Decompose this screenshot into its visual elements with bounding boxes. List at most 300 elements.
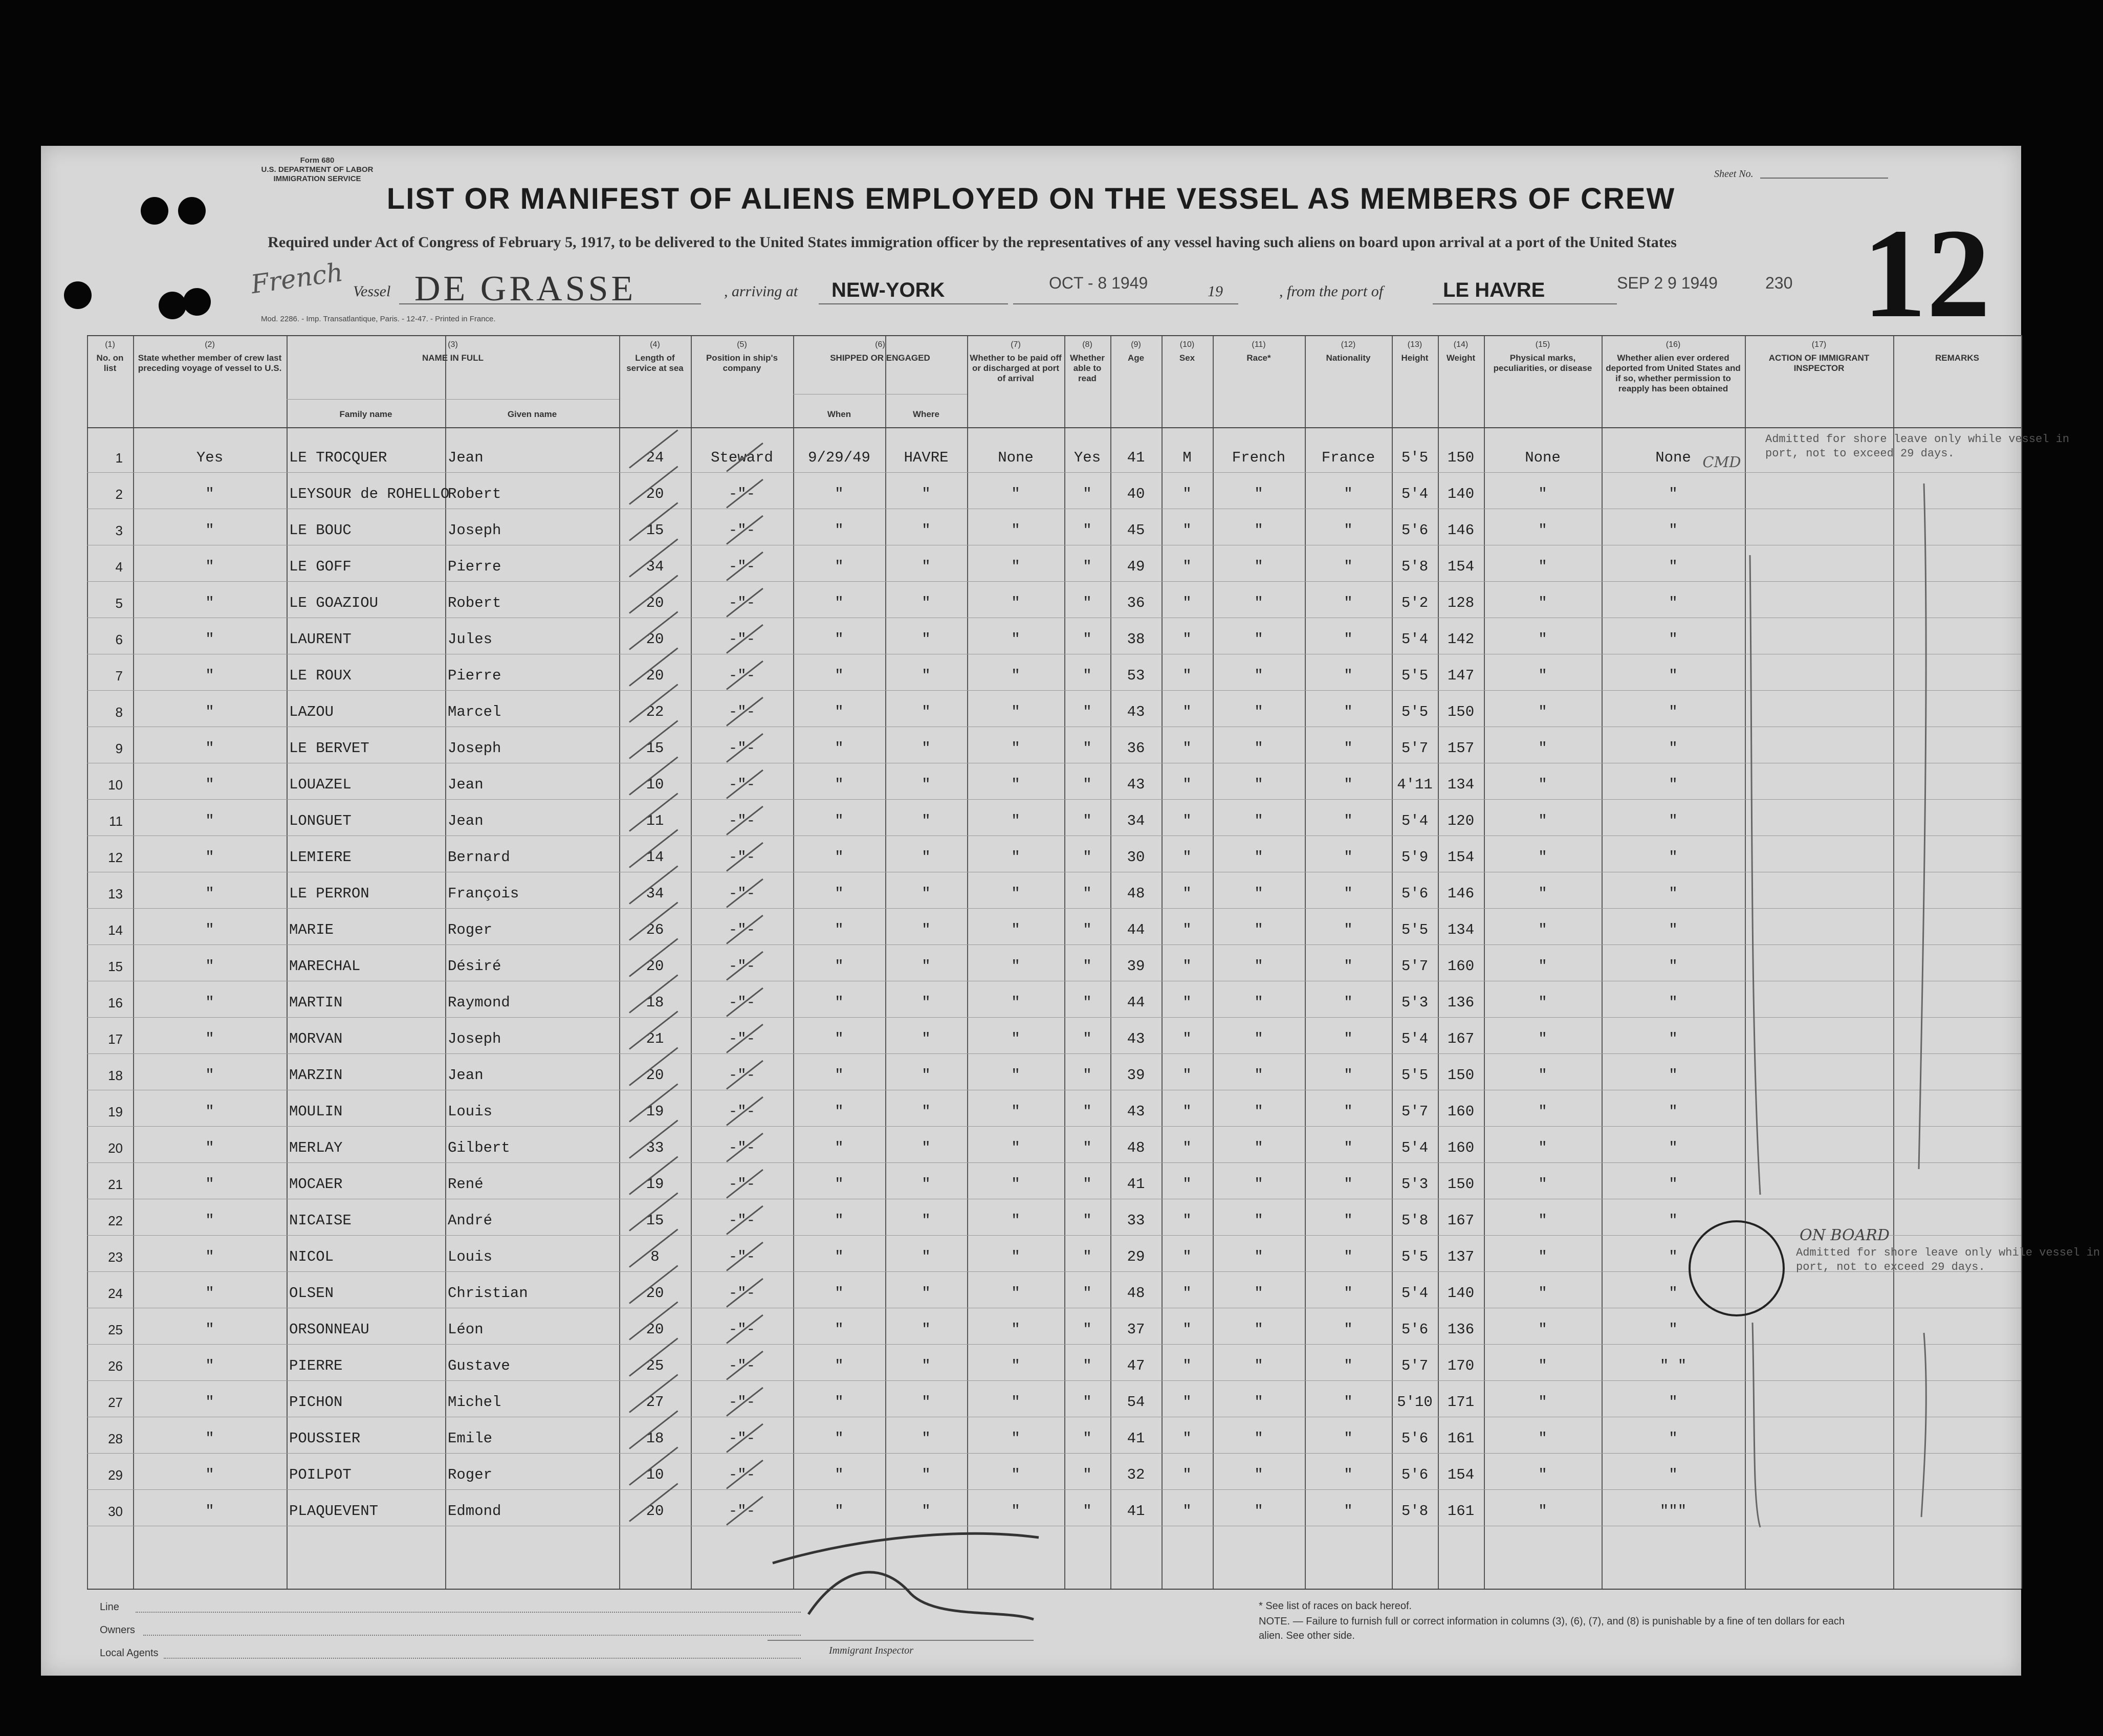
physical-marks-cell: " [1538,921,1547,938]
given-name-cell: Marcel [448,704,501,720]
crew-prev-voyage: " [205,1357,214,1374]
sex-cell: " [1182,486,1192,502]
family-name-cell: NICAISE [289,1212,352,1229]
shipped-when-cell: " [835,921,844,938]
height-cell: 5'2 [1401,595,1429,611]
given-name-cell: Roger [448,1466,493,1483]
shipped-where-cell: " [922,849,931,866]
row-number: 18 [108,1068,123,1083]
deported-cell: " [1669,921,1678,938]
position-cell: -"- [728,631,756,648]
crew-prev-voyage: " [205,740,214,757]
position-cell: -"- [728,921,756,938]
position-cell: -"- [728,1176,756,1193]
row-number: 6 [115,632,123,647]
height-cell: 5'6 [1401,522,1429,539]
service-length-cell: 10 [646,1466,664,1483]
race-cell: " [1254,958,1263,975]
shipped-where-cell: " [922,1176,931,1193]
column-header: Race* [1246,353,1271,363]
paid-off-cell: " [1011,1503,1020,1520]
given-name-cell: Emile [448,1430,493,1447]
able-read-cell: " [1083,1030,1092,1047]
reference-number: 230 [1765,274,1793,292]
crew-prev-voyage: " [205,921,214,938]
shipped-where-cell: " [922,486,931,502]
sex-cell: " [1182,849,1192,866]
nationality-cell: " [1344,704,1353,720]
given-name-cell: Gilbert [448,1139,510,1156]
weight-cell: 161 [1447,1503,1475,1520]
given-name-cell: Pierre [448,558,501,575]
physical-marks-cell: " [1538,1103,1547,1120]
row-number: 12 [108,850,123,865]
sex-cell: " [1182,1030,1192,1047]
weight-cell: 150 [1447,704,1475,720]
race-cell: " [1254,1212,1263,1229]
nationality-cell: " [1344,1103,1353,1120]
family-name-cell: MARIE [289,921,334,938]
weight-cell: 146 [1447,885,1475,902]
shipped-when-cell: " [835,1176,844,1193]
deported-cell: " [1669,667,1678,684]
note-label: NOTE. [1259,1616,1290,1627]
deported-cell: " [1669,958,1678,975]
service-length-cell: 22 [646,704,664,720]
family-name-cell: POILPOT [289,1466,352,1483]
row-number: 13 [108,886,123,902]
family-name-cell: POUSSIER [289,1430,361,1447]
row-number: 17 [108,1031,123,1047]
deported-cell: " [1669,1321,1678,1338]
given-name-cell: Louis [448,1103,493,1120]
given-name-cell: Edmond [448,1503,501,1520]
shipped-where-cell: " [922,776,931,793]
shipped-where-cell: " [922,1285,931,1302]
sex-cell: " [1182,631,1192,648]
height-cell: 5'7 [1401,958,1429,975]
shipped-when-cell: " [835,1357,844,1374]
shipped-when-cell: " [835,1067,844,1084]
weight-cell: 160 [1447,1139,1475,1156]
shipped-where-cell: " [922,1067,931,1084]
service-length-cell: 19 [646,1103,664,1120]
race-cell: " [1254,1067,1263,1084]
shipped-where-cell: HAVRE [904,449,949,466]
service-length-cell: 11 [646,812,664,829]
column-header: REMARKS [1935,353,1979,363]
position-cell: -"- [728,1466,756,1483]
crew-prev-voyage: " [205,704,214,720]
age-cell: 37 [1127,1321,1145,1338]
age-cell: 54 [1127,1394,1145,1411]
age-cell: 48 [1127,1285,1145,1302]
column-header: Length of service at sea [626,353,684,373]
manifest-sheet [41,146,2100,1676]
height-cell: 5'4 [1401,1139,1429,1156]
paid-off-cell: " [1011,885,1020,902]
vessel-name: DE GRASSE [414,269,637,309]
column-number: (1) [105,340,115,349]
age-cell: 36 [1127,595,1145,611]
height-cell: 5'5 [1401,704,1429,720]
paid-off-cell: " [1011,921,1020,938]
shipped-where-cell: " [922,1503,931,1520]
service-length-cell: 19 [646,1176,664,1193]
age-cell: 34 [1127,812,1145,829]
nationality-cell: " [1344,994,1353,1011]
sex-cell: " [1182,667,1192,684]
sheet-number: 12 [1863,203,1990,344]
shipped-when-cell: " [835,740,844,757]
service-length-cell: 27 [646,1394,664,1411]
row-number: 30 [108,1504,123,1519]
given-name-cell: Pierre [448,667,501,684]
weight-cell: 147 [1447,667,1475,684]
race-cell: " [1254,921,1263,938]
crew-prev-voyage: " [205,885,214,902]
deported-cell: " [1669,595,1678,611]
year-prefix: 19 [1208,283,1223,300]
physical-marks-cell: " [1538,1212,1547,1229]
shipped-when-cell: " [835,812,844,829]
printer-imprint: Mod. 2286. - Imp. Transatlantique, Paris. - 12-47. - Printed in France. [261,315,496,323]
column-number: (3) [448,340,458,349]
position-cell: -"- [728,1139,756,1156]
family-name-cell: NICOL [289,1248,334,1265]
paid-off-cell: " [1011,1139,1020,1156]
shipped-where-cell: " [922,1466,931,1483]
crew-prev-voyage: " [205,776,214,793]
crew-prev-voyage: " [205,1466,214,1483]
deported-cell: " [1669,776,1678,793]
age-cell: 48 [1127,885,1145,902]
handwritten-annotation: French [249,257,345,300]
race-cell: " [1254,1176,1263,1193]
shipped-when-cell: " [835,1030,844,1047]
able-read-cell: " [1083,486,1092,502]
service-length-cell: 20 [646,958,664,975]
sex-cell: " [1182,958,1192,975]
deported-cell: " [1669,1430,1678,1447]
departure-date-stamp: SEP 2 9 1949 [1617,274,1718,292]
service-length-cell: 34 [646,885,664,902]
height-cell: 5'8 [1401,1503,1429,1520]
sex-cell: " [1182,740,1192,757]
family-name-cell: LONGUET [289,812,352,829]
family-name-cell: LE PERRON [289,885,369,902]
deported-cell: " [1669,558,1678,575]
weight-cell: 167 [1447,1212,1475,1229]
weight-cell: 150 [1447,1176,1475,1193]
race-cell: " [1254,522,1263,539]
shipped-where-cell: " [922,1321,931,1338]
crew-prev-voyage: " [205,1030,214,1047]
height-cell: 5'5 [1401,1067,1429,1084]
crew-prev-voyage: " [205,1103,214,1120]
given-name-cell: Robert [448,595,501,611]
age-cell: 44 [1127,921,1145,938]
age-cell: 41 [1127,1430,1145,1447]
row-number: 3 [115,523,123,538]
agents-field [164,1658,801,1659]
line-field [136,1612,801,1613]
weight-cell: 134 [1447,776,1475,793]
shipped-where-cell: " [922,1139,931,1156]
paid-off-cell: " [1011,558,1020,575]
shipped-where-cell: " [922,667,931,684]
column-number: (14) [1453,340,1469,349]
physical-marks-cell: " [1538,1285,1547,1302]
age-cell: 45 [1127,522,1145,539]
shipped-where-cell: " [922,1212,931,1229]
family-name-cell: MARZIN [289,1067,343,1084]
row-number: 22 [108,1213,123,1228]
age-cell: 53 [1127,667,1145,684]
age-cell: 47 [1127,1357,1145,1374]
height-cell: 5'4 [1401,812,1429,829]
row-number: 25 [108,1322,123,1337]
able-read-cell: " [1083,1212,1092,1229]
position-cell: -"- [728,1503,756,1520]
paid-off-cell: " [1011,667,1020,684]
family-name-cell: LAURENT [289,631,352,648]
column-number: (11) [1252,340,1266,349]
age-cell: 36 [1127,740,1145,757]
race-cell: " [1254,1139,1263,1156]
row-number: 11 [109,814,123,829]
height-cell: 4'11 [1397,776,1433,793]
shipped-where-cell: " [922,1103,931,1120]
service-length-cell: 24 [646,449,664,466]
position-cell: -"- [728,740,756,757]
given-name-cell: François [448,885,519,902]
nationality-cell: " [1344,595,1353,611]
nationality-cell: " [1344,776,1353,793]
given-name-cell: Christian [448,1285,528,1302]
sex-cell: " [1182,1466,1192,1483]
deported-cell: " [1669,1212,1678,1229]
shipped-when-cell: " [835,522,844,539]
given-name-cell: Robert [448,486,501,502]
column-header: ACTION OF IMMIGRANT INSPECTOR [1768,353,1870,373]
column-number: (8) [1082,340,1092,349]
race-cell: " [1254,1466,1263,1483]
age-cell: 44 [1127,994,1145,1011]
crew-prev-voyage: " [205,812,214,829]
shipped-when-cell: " [835,1430,844,1447]
height-cell: 5'3 [1401,994,1429,1011]
given-name-cell: Gustave [448,1357,510,1374]
crew-prev-voyage: " [205,1139,214,1156]
able-read-cell: " [1083,1430,1092,1447]
able-read-cell: " [1083,522,1092,539]
sex-cell: M [1182,449,1192,466]
crew-prev-voyage: " [205,522,214,539]
service-length-cell: 15 [646,522,664,539]
weight-cell: 161 [1447,1430,1475,1447]
sex-cell: " [1182,1430,1192,1447]
physical-marks-cell: " [1538,558,1547,575]
nationality-cell: " [1344,1430,1353,1447]
height-cell: 5'5 [1401,921,1429,938]
given-name-cell: Bernard [448,849,510,866]
sex-cell: " [1182,812,1192,829]
shipped-where-cell: " [922,595,931,611]
crew-prev-voyage: " [205,558,214,575]
age-cell: 43 [1127,776,1145,793]
family-name-cell: PICHON [289,1394,343,1411]
able-read-cell: " [1083,1466,1092,1483]
deported-cell: " [1669,1067,1678,1084]
deported-cell: " [1669,740,1678,757]
height-cell: 5'7 [1401,740,1429,757]
nationality-cell: " [1344,1139,1353,1156]
nationality-cell: " [1344,1030,1353,1047]
paid-off-cell: " [1011,704,1020,720]
race-cell: " [1254,740,1263,757]
height-cell: 5'7 [1401,1357,1429,1374]
physical-marks-cell: " [1538,849,1547,866]
nationality-cell: " [1344,1321,1353,1338]
sex-cell: " [1182,994,1192,1011]
row-number: 20 [108,1140,123,1156]
column-subheader: Family name [339,409,392,419]
position-cell: -"- [728,1248,756,1265]
sex-cell: " [1182,1176,1192,1193]
column-number: (17) [1811,340,1827,349]
column-header: Whether to be paid off or discharged at port of arrival [970,353,1062,383]
row-number: 28 [108,1431,123,1446]
service-length-cell: 26 [646,921,664,938]
deported-cell: " [1669,704,1678,720]
agents-label: Local Agents [100,1647,159,1659]
shipped-when-cell: 9/29/49 [808,449,870,466]
height-cell: 5'8 [1401,1212,1429,1229]
weight-cell: 160 [1447,1103,1475,1120]
column-number: (12) [1341,340,1356,349]
deported-cell: " [1669,1466,1678,1483]
shipped-where-cell: " [922,522,931,539]
height-cell: 5'6 [1401,1466,1429,1483]
weight-cell: 150 [1447,449,1475,466]
height-cell: 5'9 [1401,849,1429,866]
nationality-cell: " [1344,1212,1353,1229]
physical-marks-cell: " [1538,595,1547,611]
crew-prev-voyage: " [205,631,214,648]
row-number: 23 [108,1249,123,1265]
nationality-cell: " [1344,1503,1353,1520]
row-number: 24 [108,1286,123,1301]
sex-cell: " [1182,1321,1192,1338]
age-cell: 38 [1127,631,1145,648]
weight-cell: 128 [1447,595,1475,611]
sex-cell: " [1182,595,1192,611]
column-divider [2021,335,2022,1589]
age-cell: 30 [1127,849,1145,866]
position-cell: -"- [728,558,756,575]
crew-prev-voyage: " [205,994,214,1011]
arrival-date-stamp: OCT - 8 1949 [1049,274,1148,292]
sex-cell: " [1182,1139,1192,1156]
race-cell: " [1254,885,1263,902]
service-length-cell: 15 [646,1212,664,1229]
paid-off-cell: " [1011,1212,1020,1229]
physical-marks-cell: " [1538,631,1547,648]
column-header: No. on list [96,353,124,373]
family-name-cell: LE GOFF [289,558,352,575]
position-cell: -"- [728,776,756,793]
nationality-cell: " [1344,1394,1353,1411]
age-cell: 43 [1127,1103,1145,1120]
height-cell: 5'6 [1401,1321,1429,1338]
family-name-cell: MOCAER [289,1176,343,1193]
crew-prev-voyage: " [205,849,214,866]
column-number: (13) [1407,340,1422,349]
able-read-cell: " [1083,1285,1092,1302]
physical-marks-cell: " [1538,1466,1547,1483]
service-length-cell: 15 [646,740,664,757]
physical-marks-cell: " [1538,994,1547,1011]
row-number: 27 [108,1395,123,1410]
service-length-cell: 20 [646,667,664,684]
position-cell: -"- [728,1394,756,1411]
race-cell: " [1254,486,1263,502]
able-read-cell: " [1083,558,1092,575]
shipped-when-cell: " [835,1503,844,1520]
family-name-cell: PLAQUEVENT [289,1503,379,1520]
paid-off-cell: " [1011,1466,1020,1483]
race-cell: " [1254,667,1263,684]
service-length-cell: 21 [646,1030,664,1047]
given-name-cell: André [448,1212,493,1229]
height-cell: 5'4 [1401,1030,1429,1047]
position-cell: -"- [728,812,756,829]
arriving-label: , arriving at [724,283,798,300]
able-read-cell: " [1083,595,1092,611]
position-cell: -"- [728,1212,756,1229]
sex-cell: " [1182,1394,1192,1411]
service-length-cell: 20 [646,631,664,648]
note-text: — Failure to furnish full or correct information in columns (3), (6), (7), and (8) is punishable by a fine of ten dollars for each alien. See other side. [1259,1616,1845,1641]
column-subheader: Given name [507,409,557,419]
physical-marks-cell: " [1538,885,1547,902]
nationality-cell: " [1344,486,1353,502]
crew-prev-voyage: " [205,486,214,502]
position-cell: -"- [728,885,756,902]
physical-marks-cell: " [1538,1067,1547,1084]
column-header: Sex [1179,353,1195,363]
position-cell: -"- [728,1321,756,1338]
race-cell: " [1254,1285,1263,1302]
row-number: 2 [115,487,123,502]
service-length-cell: 14 [646,849,664,866]
position-cell: -"- [728,486,756,502]
given-name-cell: Léon [448,1321,484,1338]
family-name-cell: LE TROCQUER [289,449,387,466]
handwritten-strokes [41,146,2021,1676]
deported-cell: " [1669,1285,1678,1302]
family-name-cell: PIERRE [289,1357,343,1374]
family-name-cell: LOUAZEL [289,776,352,793]
remark-shore-leave-2: Admitted for shore leave only while vessel in port, not to exceed 29 days. [1796,1246,2100,1273]
column-number: (5) [737,340,747,349]
nationality-cell: " [1344,631,1353,648]
weight-cell: 140 [1447,486,1475,502]
deported-cell: " [1669,1176,1678,1193]
physical-marks-cell: None [1525,449,1561,466]
paid-off-cell: " [1011,958,1020,975]
